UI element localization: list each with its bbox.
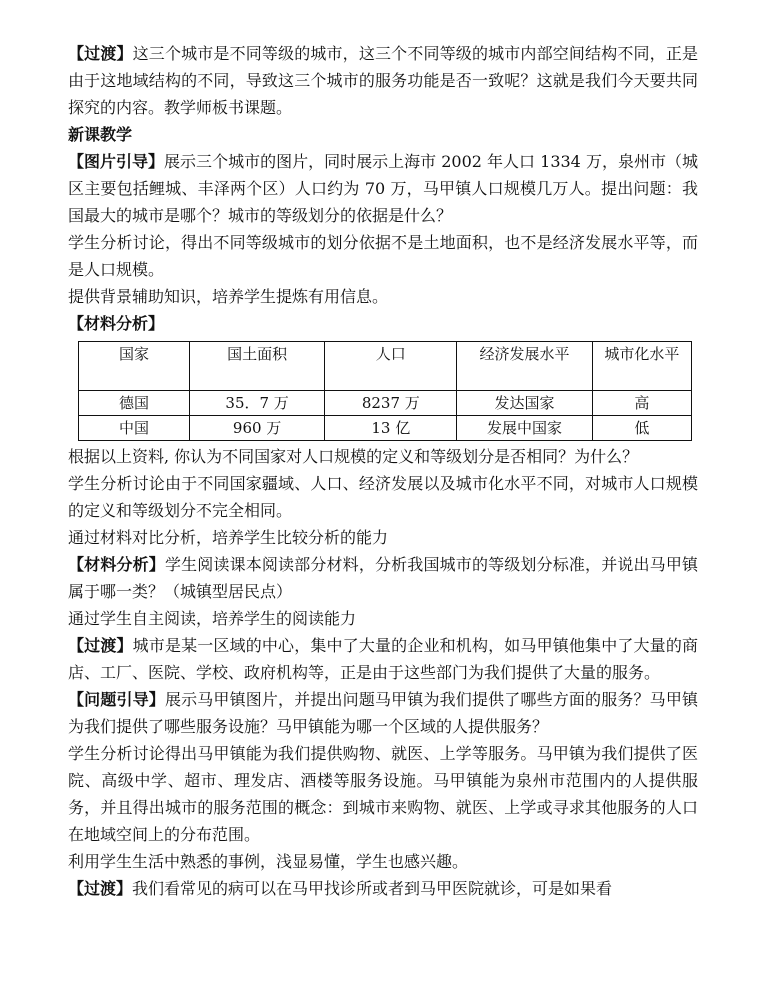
material-table [78,341,692,441]
table-row [79,391,692,416]
paragraph-text: 城市是某一区域的中心，集中了大量的企业和机构，如马甲镇他集中了大量的商店、工厂、医院、学校、政府机构等，正是由于这些部门为我们提供了大量的服务。 [68,636,698,682]
paragraph-tag: 【过渡】 [68,879,133,898]
paragraph-text: 学生阅读课本阅读部分材料，分析我国城市的等级划分标准，并说出马甲镇属于哪一类？（城镇型居民点） [68,555,698,601]
paragraph-text: 我们看常见的病可以在马甲找诊所或者到马甲医院就诊，可是如果看 [132,879,613,898]
table-header-cell: 经济发展水平 [457,342,592,391]
table-header-cell: 国家 [79,342,190,391]
table-header-cell: 国土面积 [189,342,324,391]
table-cell: 发展中国家 [457,416,592,441]
table-cell: 中国 [79,416,190,441]
paragraph-text: 展示三个城市的图片，同时展示上海市 2002 年人口 1334 万，泉州市（城区主要包括鲤城、丰泽两个区）人口约为 70 万，马甲镇人口规模几万人。提出问题：我国最大的城市是哪个？城市的等级划分的依据是什么？ [68,152,698,225]
paragraph-tag: 【材料分析】 [68,555,165,574]
paragraph-image-guide [68,148,698,229]
paragraph-student-discussion-2: 学生分析讨论由于不同国家疆域、人口、经济发展以及城市化水平不同，对城市人口规模的定义和等级划分不完全相同。 [68,474,698,520]
table-cell: 高 [592,391,691,416]
table-row [79,416,692,441]
table-cell: 8237 万 [325,391,457,416]
paragraph-material-analysis-1 [68,310,698,337]
paragraph-transition-1 [68,40,698,121]
paragraph-comparison: 通过材料对比分析，培养学生比较分析的能力 [68,528,389,547]
paragraph-interest: 利用学生生活中熟悉的事例，浅显易懂，学生也感兴趣。 [68,852,469,871]
paragraph-student-discussion-3: 学生分析讨论得出马甲镇能为我们提供购物、就医、上学等服务。马甲镇为我们提供了医院、高级中学、超市、理发店、酒楼等服务设施。马甲镇能为泉州市范围内的人提供服务，并且得出城市的服务范围的概念：到城市来购物、就医、上学或寻求其他服务的人口在地域空间上的分布范围。 [68,744,698,844]
table-header-row [79,342,692,391]
paragraph-background: 提供背景辅助知识，培养学生提炼有用信息。 [68,287,389,306]
table-cell: 35．7 万 [189,391,324,416]
table-cell: 13 亿 [325,416,457,441]
paragraph-reading: 通过学生自主阅读，培养学生的阅读能力 [68,609,357,628]
table-header-cell: 人口 [325,342,457,391]
paragraph-text: 展示马甲镇图片，并提出问题马甲镇为我们提供了哪些方面的服务？马甲镇为我们提供了哪些服务设施？马甲镇能为哪一个区域的人提供服务？ [68,690,698,736]
paragraph-transition-2 [68,632,698,686]
table-cell: 960 万 [189,416,324,441]
paragraph-tag: 【图片引导】 [68,152,165,171]
table-cell: 发达国家 [457,391,592,416]
paragraph-student-discussion-1: 学生分析讨论，得出不同等级城市的划分依据不是土地面积，也不是经济发展水平等，而是人口规模。 [68,233,698,279]
table-cell: 德国 [79,391,190,416]
table-cell: 低 [592,416,691,441]
paragraph-tag: 【过渡】 [68,636,133,655]
paragraph-transition-3 [68,875,698,902]
paragraph-tag: 【问题引导】 [68,690,165,709]
table-header-cell: 城市化水平 [592,342,691,391]
paragraph-material-analysis-2 [68,551,698,605]
paragraph-tag: 【材料分析】 [68,314,165,333]
document-page [68,40,698,902]
section-heading: 新课教学 [68,125,133,144]
paragraph-question-guide [68,686,698,740]
paragraph-question: 根据以上资料, 你认为不同国家对人口规模的定义和等级划分是否相同？为什么？ [68,447,639,466]
paragraph-tag: 【过渡】 [68,44,133,63]
paragraph-text: 这三个城市是不同等级的城市，这三个不同等级的城市内部空间结构不同，正是由于这地域结构的不同，导致这三个城市的服务功能是否一致呢？这就是我们今天要共同探究的内容。教学师板书课题。 [68,44,698,117]
